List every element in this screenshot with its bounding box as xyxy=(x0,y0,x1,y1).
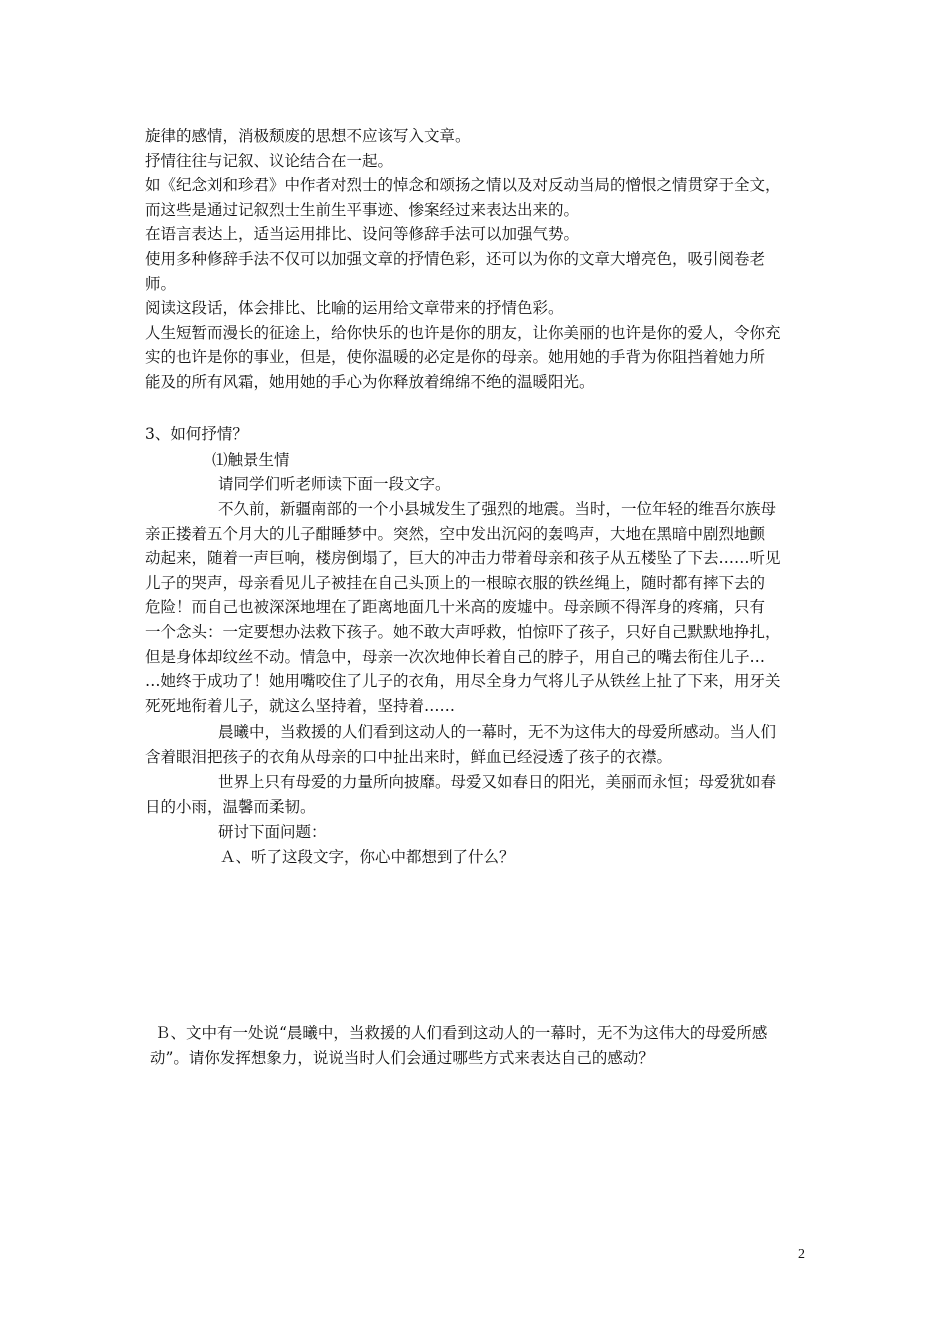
intro-line: 人生短暂而漫长的征途上，给你快乐的也许是你的朋友，让你美丽的也许是你的爱人，令你充 xyxy=(145,323,781,342)
story-line: 死死地衔着儿子，就这么坚持着，坚持着…… xyxy=(145,696,456,715)
question-b-line: 动”。请你发挥想象力，说说当时人们会通过哪些方式来表达自己的感动？ xyxy=(150,1048,654,1067)
story-line: 不久前，新疆南部的一个小县城发生了强烈的地震。当时，一位年轻的维吾尔族母 xyxy=(218,500,777,518)
question-a: Ａ、听了这段文字，你心中都想到了什么？ xyxy=(220,848,515,866)
intro-line: 如《纪念刘和珍君》中作者对烈士的悼念和颂扬之情以及对反动当局的憎恨之情贯穿于全文， xyxy=(145,176,781,195)
sub-heading: ⑴触景生情 xyxy=(212,451,290,469)
story-line: 一个念头：一定要想办法救下孩子。她不敢大声呼救，怕惊吓了孩子，只好自己默默地挣扎， xyxy=(145,622,781,641)
question-b-line: Ｂ、文中有一处说“晨曦中，当救援的人们看到这动人的一幕时，无不为这伟大的母爱所感 xyxy=(155,1024,768,1042)
question-b xyxy=(150,1021,815,1070)
story-paragraph xyxy=(145,497,810,718)
dawn-line: 晨曦中，当救援的人们看到这动人的一幕时，无不为这伟大的母爱所感动。当人们 xyxy=(218,723,777,741)
intro-line: 抒情往往与记叙、议论结合在一起。 xyxy=(145,151,394,170)
intro-line: 师。 xyxy=(145,274,177,293)
instruction-text: 请同学们听老师读下面一段文字。 xyxy=(218,475,451,493)
section-heading: 3、如何抒情？ xyxy=(145,425,248,443)
intro-line: 能及的所有风霜，她用她的手心为你释放着绵绵不绝的温暖阳光。 xyxy=(145,372,595,391)
love-line: 世界上只有母爱的力量所向披靡。母爱又如春日的阳光，美丽而永恒；母爱犹如春 xyxy=(218,773,777,791)
intro-line: 旋律的感情，消极颓废的思想不应该写入文章。 xyxy=(145,127,471,145)
story-line: 但是身体却纹丝不动。情急中，母亲一次次地伸长着自己的脖子，用自己的嘴去衔住儿子… xyxy=(145,647,766,666)
love-paragraph xyxy=(145,770,810,819)
dawn-line: 含着眼泪把孩子的衣角从母亲的口中扯出来时，鲜血已经浸透了孩子的衣襟。 xyxy=(145,747,673,766)
story-line: 动起来，随着一声巨响，楼房倒塌了，巨大的冲击力带着母亲和孩子从五楼坠了下去……听见 xyxy=(145,549,781,568)
intro-line: 而这些是通过记叙烈士生前生平事迹、惨案经过来表达出来的。 xyxy=(145,200,580,219)
love-line: 日的小雨，温馨而柔韧。 xyxy=(145,797,316,816)
page-number: 2 xyxy=(798,1247,805,1262)
dawn-paragraph xyxy=(145,720,810,769)
intro-line: 实的也许是你的事业，但是，使你温暖的必定是你的母亲。她用她的手背为你阻挡着她力所 xyxy=(145,348,766,367)
story-line: 儿子的哭声，母亲看见儿子被挂在自己头顶上的一根晾衣服的铁丝绳上，随时都有摔下去的 xyxy=(145,573,766,592)
story-line: …她终于成功了！她用嘴咬住了儿子的衣角，用尽全身力气将儿子从铁丝上扯了下来，用牙关 xyxy=(145,672,781,691)
story-line: 亲正搂着五个月大的儿子酣睡梦中。突然，空中发出沉闷的轰鸣声，大地在黑暗中剧烈地颤 xyxy=(145,524,766,543)
story-line: 危险！而自己也被深深地埋在了距离地面几十米高的废墟中。母亲顾不得浑身的疼痛，只有 xyxy=(145,598,766,617)
discuss-label: 研讨下面问题： xyxy=(218,823,327,841)
intro-line: 阅读这段话，体会排比、比喻的运用给文章带来的抒情色彩。 xyxy=(145,299,564,318)
intro-section xyxy=(145,124,810,395)
intro-line: 使用多种修辞手法不仅可以加强文章的抒情色彩，还可以为你的文章大增亮色，吸引阅卷老 xyxy=(145,249,766,268)
intro-line: 在语言表达上，适当运用排比、设问等修辞手法可以加强气势。 xyxy=(145,225,580,244)
